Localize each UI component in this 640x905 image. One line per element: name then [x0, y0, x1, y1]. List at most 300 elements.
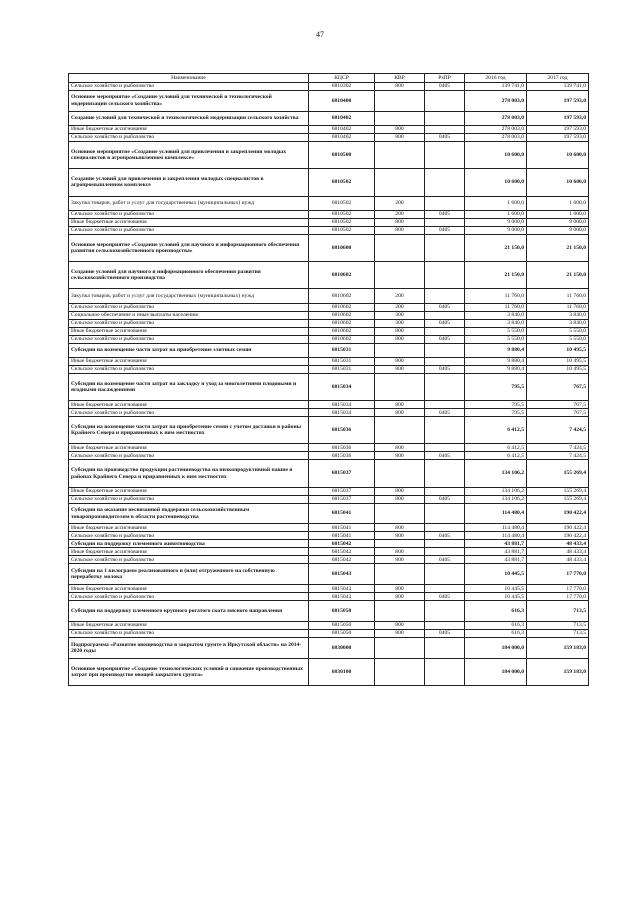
row-kvr — [375, 564, 425, 585]
row-2017-value: 17 770,0 — [527, 593, 589, 601]
row-kvr — [375, 601, 425, 622]
table-row — [69, 638, 589, 659]
row-kcsr: 6815031 — [309, 358, 375, 366]
row-kvr: 800 — [375, 401, 425, 409]
row-kcsr: 6815036 — [309, 417, 375, 444]
row-kvr: 800 — [375, 585, 425, 593]
row-name: Иные бюджетные ассигнования — [69, 548, 309, 556]
table-row — [69, 289, 589, 303]
row-2016-value: 139 741,0 — [465, 83, 527, 91]
row-2017-value: 17 770,0 — [527, 585, 589, 593]
row-kvr — [375, 343, 425, 357]
row-2016-value: 11 760,0 — [465, 289, 527, 303]
row-2017-value: 10 600,0 — [527, 142, 589, 169]
row-kvr — [375, 262, 425, 289]
row-2016-value: 795,5 — [465, 409, 527, 417]
row-kcsr: 6815042 — [309, 540, 375, 548]
row-name: Субсидии на 1 килограмм реализованного и (или) отгруженного на собственную переработку молока — [69, 564, 309, 585]
row-2017-value: 11 760,0 — [527, 289, 589, 303]
row-name: Сельское хозяйство и рыболовство — [69, 210, 309, 218]
row-rzpr — [425, 564, 465, 585]
row-2016-value: 10 445,5 — [465, 564, 527, 585]
row-kcsr: 6810600 — [309, 234, 375, 261]
table-row — [69, 417, 589, 444]
row-kcsr: 6810602 — [309, 327, 375, 335]
row-2016-value: 9 880,4 — [465, 343, 527, 357]
row-name: Иные бюджетные ассигнования — [69, 358, 309, 366]
budget-table — [68, 73, 589, 686]
row-kvr — [375, 540, 425, 548]
row-kcsr: 6815043 — [309, 593, 375, 601]
row-kcsr: 6810402 — [309, 134, 375, 142]
row-2017-value: 21 150,0 — [527, 262, 589, 289]
table-row — [69, 226, 589, 234]
row-name: Подпрограмма «Развитие овощеводства в закрытом грунте в Иркутской области» на 2014-2020 годы — [69, 638, 309, 659]
row-name: Сельское хозяйство и рыболовство — [69, 303, 309, 311]
row-kcsr: 6815042 — [309, 556, 375, 564]
row-kvr: 300 — [375, 319, 425, 327]
row-2017-value: 10 495,5 — [527, 358, 589, 366]
row-rzpr — [425, 327, 465, 335]
row-kvr: 800 — [375, 358, 425, 366]
row-kvr: 800 — [375, 556, 425, 564]
row-2016-value: 134 106,2 — [465, 487, 527, 495]
row-2016-value: 795,5 — [465, 401, 527, 409]
row-rzpr — [425, 343, 465, 357]
table-row — [69, 452, 589, 460]
row-2017-value: 155 269,4 — [527, 487, 589, 495]
table-row — [69, 335, 589, 343]
row-kcsr: 6810502 — [309, 196, 375, 210]
row-2016-value: 21 150,0 — [465, 262, 527, 289]
table-row — [69, 374, 589, 401]
row-2016-value: 6 412,5 — [465, 452, 527, 460]
row-name: Социальное обеспечение и иные выплаты населению — [69, 311, 309, 319]
row-name: Субсидии на производство продукции растениеводства на низкопродуктивной пашне в районах Крайнего Севера и приравненных к ним местностях — [69, 460, 309, 487]
row-2017-value: 7 424,5 — [527, 444, 589, 452]
table-row — [69, 91, 589, 112]
row-name: Иные бюджетные ассигнования — [69, 487, 309, 495]
row-kcsr: 6830100 — [309, 658, 375, 685]
row-kcsr: 6815034 — [309, 374, 375, 401]
row-rzpr — [425, 401, 465, 409]
row-kvr: 800 — [375, 622, 425, 630]
header-name: Наименование — [69, 74, 309, 83]
row-2016-value: 1 600,0 — [465, 196, 527, 210]
row-rzpr: 0405 — [425, 452, 465, 460]
table-row — [69, 532, 589, 540]
row-2017-value: 1 600,0 — [527, 210, 589, 218]
row-kcsr: 6810502 — [309, 210, 375, 218]
row-name: Иные бюджетные ассигнования — [69, 401, 309, 409]
row-rzpr — [425, 540, 465, 548]
row-name: Создание условий для технической и технологической модернизации сельского хозяйства — [69, 111, 309, 125]
row-rzpr — [425, 358, 465, 366]
row-kvr — [375, 111, 425, 125]
row-2016-value: 5 550,0 — [465, 335, 527, 343]
row-name: Субсидии на возмещение части затрат на приобретение элитных семян — [69, 343, 309, 357]
row-2017-value: 155 269,4 — [527, 460, 589, 487]
row-2016-value: 795,5 — [465, 374, 527, 401]
row-2016-value: 43 881,7 — [465, 556, 527, 564]
row-kvr: 800 — [375, 444, 425, 452]
row-rzpr: 0405 — [425, 210, 465, 218]
row-2016-value: 6 412,5 — [465, 417, 527, 444]
row-2017-value: 7 424,5 — [527, 417, 589, 444]
page-number: 47 — [316, 30, 324, 39]
table-row — [69, 503, 589, 524]
row-rzpr — [425, 111, 465, 125]
table-row — [69, 658, 589, 685]
row-rzpr — [425, 311, 465, 319]
row-name: Субсидии на поддержку племенного крупного рогатого скота мясного направления — [69, 601, 309, 622]
row-2017-value: 48 433,4 — [527, 540, 589, 548]
row-rzpr — [425, 374, 465, 401]
row-2017-value: 197 593,0 — [527, 134, 589, 142]
row-rzpr: 0405 — [425, 335, 465, 343]
row-2016-value: 184 000,0 — [465, 658, 527, 685]
row-kcsr: 6815042 — [309, 548, 375, 556]
table-row — [69, 319, 589, 327]
row-kcsr: 6810400 — [309, 91, 375, 112]
row-rzpr: 0405 — [425, 366, 465, 374]
row-name: Основное мероприятие «Создание условий для привлечения и закрепления молодых специалистов в агропромышленном комплексе» — [69, 142, 309, 169]
row-kcsr: 6815043 — [309, 564, 375, 585]
row-2017-value: 10 495,5 — [527, 343, 589, 357]
row-kcsr: 6815050 — [309, 630, 375, 638]
table-row — [69, 142, 589, 169]
row-2017-value: 155 269,4 — [527, 495, 589, 503]
row-2016-value: 3 840,0 — [465, 311, 527, 319]
row-name: Субсидии на возмещение части затрат на закладку и уход за многолетними плодовыми и ягодными насаждениями — [69, 374, 309, 401]
row-rzpr — [425, 126, 465, 134]
row-name: Сельское хозяйство и рыболовство — [69, 366, 309, 374]
row-rzpr — [425, 601, 465, 622]
row-name: Создание условий для научного и информационного обеспечения развития сельскохозяйственного производства — [69, 262, 309, 289]
row-rzpr — [425, 289, 465, 303]
row-2017-value: 713,5 — [527, 601, 589, 622]
row-kvr: 800 — [375, 126, 425, 134]
table-row — [69, 218, 589, 226]
row-2017-value: 9 000,0 — [527, 218, 589, 226]
row-kcsr: 6810602 — [309, 319, 375, 327]
row-kcsr: 6815036 — [309, 452, 375, 460]
row-rzpr: 0405 — [425, 495, 465, 503]
table-row — [69, 83, 589, 91]
row-2016-value: 278 003,0 — [465, 126, 527, 134]
row-kcsr: 6810402 — [309, 111, 375, 125]
row-2017-value: 159 183,0 — [527, 638, 589, 659]
row-2016-value: 134 106,2 — [465, 495, 527, 503]
row-2017-value: 1 600,0 — [527, 196, 589, 210]
row-kvr: 800 — [375, 226, 425, 234]
row-kvr — [375, 460, 425, 487]
row-2017-value: 11 760,0 — [527, 303, 589, 311]
row-2016-value: 3 840,0 — [465, 319, 527, 327]
row-2016-value: 10 600,0 — [465, 142, 527, 169]
row-kvr: 800 — [375, 366, 425, 374]
row-name: Сельское хозяйство и рыболовство — [69, 593, 309, 601]
row-kcsr: 6815031 — [309, 366, 375, 374]
row-kvr: 800 — [375, 409, 425, 417]
row-name: Иные бюджетные ассигнования — [69, 622, 309, 630]
row-2017-value: 5 550,0 — [527, 327, 589, 335]
row-kvr: 300 — [375, 311, 425, 319]
row-kvr — [375, 503, 425, 524]
table-row — [69, 564, 589, 585]
row-2017-value: 190 422,4 — [527, 503, 589, 524]
row-kcsr: 6815031 — [309, 343, 375, 357]
row-kvr: 800 — [375, 335, 425, 343]
row-kvr — [375, 91, 425, 112]
row-kcsr: 6815037 — [309, 487, 375, 495]
row-rzpr: 0405 — [425, 303, 465, 311]
row-rzpr — [425, 460, 465, 487]
table-row — [69, 327, 589, 335]
row-rzpr — [425, 622, 465, 630]
row-name: Основное мероприятие «Создание условий для технической и технологической модернизации сельского хозяйства» — [69, 91, 309, 112]
table-row — [69, 303, 589, 311]
table-row — [69, 169, 589, 196]
table-row — [69, 210, 589, 218]
row-2016-value: 43 881,7 — [465, 548, 527, 556]
row-kvr: 800 — [375, 327, 425, 335]
row-name: Субсидии на поддержку племенного животноводства — [69, 540, 309, 548]
row-2016-value: 184 000,0 — [465, 638, 527, 659]
table-row — [69, 196, 589, 210]
table-row — [69, 311, 589, 319]
row-kcsr: 6815034 — [309, 401, 375, 409]
row-kcsr: 6810502 — [309, 226, 375, 234]
row-kcsr: 6810602 — [309, 311, 375, 319]
row-kvr: 800 — [375, 452, 425, 460]
row-name: Иные бюджетные ассигнования — [69, 218, 309, 226]
row-name: Сельское хозяйство и рыболовство — [69, 335, 309, 343]
row-2016-value: 114 480,4 — [465, 503, 527, 524]
row-2017-value: 197 593,0 — [527, 126, 589, 134]
table-row — [69, 111, 589, 125]
row-2016-value: 114 480,4 — [465, 532, 527, 540]
row-kvr: 800 — [375, 524, 425, 532]
row-name: Иные бюджетные ассигнования — [69, 444, 309, 452]
row-kcsr: 6815037 — [309, 495, 375, 503]
table-row — [69, 358, 589, 366]
table-row — [69, 134, 589, 142]
row-2016-value: 10 445,5 — [465, 585, 527, 593]
row-2016-value: 10 600,0 — [465, 169, 527, 196]
table-row — [69, 548, 589, 556]
row-2016-value: 43 881,7 — [465, 540, 527, 548]
row-kvr: 800 — [375, 593, 425, 601]
row-rzpr: 0405 — [425, 409, 465, 417]
row-kvr: 200 — [375, 196, 425, 210]
row-kcsr: 6810500 — [309, 142, 375, 169]
row-2017-value: 10 600,0 — [527, 169, 589, 196]
row-name: Сельское хозяйство и рыболовство — [69, 532, 309, 540]
row-kvr: 800 — [375, 532, 425, 540]
row-2017-value: 7 424,5 — [527, 452, 589, 460]
table-row — [69, 601, 589, 622]
row-rzpr: 0405 — [425, 83, 465, 91]
table-row — [69, 540, 589, 548]
row-rzpr — [425, 658, 465, 685]
row-rzpr — [425, 585, 465, 593]
row-name: Закупка товаров, работ и услуг для государственных (муниципальных) нужд — [69, 196, 309, 210]
row-2017-value: 713,5 — [527, 630, 589, 638]
table-row — [69, 343, 589, 357]
table-row — [69, 126, 589, 134]
row-kcsr: 6815050 — [309, 601, 375, 622]
row-rzpr — [425, 169, 465, 196]
row-kvr: 200 — [375, 289, 425, 303]
row-name: Иные бюджетные ассигнования — [69, 126, 309, 134]
row-2017-value: 48 433,4 — [527, 556, 589, 564]
row-2017-value: 9 000,0 — [527, 226, 589, 234]
row-rzpr — [425, 262, 465, 289]
row-rzpr: 0405 — [425, 593, 465, 601]
row-kvr: 800 — [375, 134, 425, 142]
row-rzpr — [425, 196, 465, 210]
row-2017-value: 139 741,0 — [527, 83, 589, 91]
row-rzpr: 0405 — [425, 226, 465, 234]
row-kcsr: 6815041 — [309, 524, 375, 532]
row-kvr — [375, 658, 425, 685]
row-kvr: 800 — [375, 495, 425, 503]
row-kcsr: 6810502 — [309, 218, 375, 226]
row-2017-value: 17 770,0 — [527, 564, 589, 585]
row-kvr: 800 — [375, 83, 425, 91]
table-row — [69, 556, 589, 564]
row-rzpr — [425, 487, 465, 495]
row-kvr — [375, 638, 425, 659]
row-2016-value: 616,3 — [465, 630, 527, 638]
row-rzpr — [425, 91, 465, 112]
row-rzpr — [425, 142, 465, 169]
row-2016-value: 10 445,5 — [465, 593, 527, 601]
row-kvr: 200 — [375, 303, 425, 311]
row-rzpr: 0405 — [425, 134, 465, 142]
row-rzpr — [425, 524, 465, 532]
table-row — [69, 460, 589, 487]
row-kcsr: 6815037 — [309, 460, 375, 487]
row-2016-value: 6 412,5 — [465, 444, 527, 452]
row-2016-value: 21 150,0 — [465, 234, 527, 261]
row-name: Основное мероприятие «Создание условий для научного и информационного обеспечения развития сельскохозяйственного производства» — [69, 234, 309, 261]
row-2017-value: 3 840,0 — [527, 311, 589, 319]
table-row — [69, 262, 589, 289]
row-name: Иные бюджетные ассигнования — [69, 585, 309, 593]
row-2017-value: 10 495,5 — [527, 366, 589, 374]
row-2017-value: 713,5 — [527, 622, 589, 630]
table-row — [69, 401, 589, 409]
table-row — [69, 487, 589, 495]
table-row — [69, 409, 589, 417]
row-kvr: 800 — [375, 630, 425, 638]
row-name: Субсидии на возмещение части затрат на приобретение семян с учетом доставки в районы Крайнего Севера и приравненных к ним местностях — [69, 417, 309, 444]
row-2016-value: 278 003,0 — [465, 91, 527, 112]
row-kcsr: 6815041 — [309, 503, 375, 524]
row-2016-value: 9 880,4 — [465, 366, 527, 374]
row-2017-value: 159 183,0 — [527, 658, 589, 685]
header-kcsr: КЦСР — [309, 74, 375, 83]
row-2017-value: 767,5 — [527, 374, 589, 401]
row-kcsr: 6810502 — [309, 169, 375, 196]
row-rzpr: 0405 — [425, 556, 465, 564]
row-2016-value: 114 480,4 — [465, 524, 527, 532]
table-row — [69, 234, 589, 261]
row-2016-value: 9 000,0 — [465, 226, 527, 234]
row-name: Сельское хозяйство и рыболовство — [69, 556, 309, 564]
row-2017-value: 21 150,0 — [527, 234, 589, 261]
row-kcsr: 6810602 — [309, 262, 375, 289]
table-row — [69, 593, 589, 601]
table-row — [69, 585, 589, 593]
table-row — [69, 366, 589, 374]
table-header-row — [69, 74, 589, 83]
row-rzpr: 0405 — [425, 532, 465, 540]
row-rzpr: 0405 — [425, 319, 465, 327]
row-rzpr — [425, 234, 465, 261]
table-row — [69, 622, 589, 630]
row-name: Иные бюджетные ассигнования — [69, 327, 309, 335]
row-kcsr: 6810402 — [309, 126, 375, 134]
row-kcsr: 6830000 — [309, 638, 375, 659]
row-2017-value: 3 840,0 — [527, 319, 589, 327]
row-name: Сельское хозяйство и рыболовство — [69, 409, 309, 417]
row-kvr: 200 — [375, 210, 425, 218]
row-name: Иные бюджетные ассигнования — [69, 524, 309, 532]
row-kvr — [375, 142, 425, 169]
row-2016-value: 278 003,0 — [465, 134, 527, 142]
row-kvr: 800 — [375, 218, 425, 226]
row-name: Закупка товаров, работ и услуг для государственных (муниципальных) нужд — [69, 289, 309, 303]
row-2017-value: 197 593,0 — [527, 111, 589, 125]
row-kcsr: 6815036 — [309, 444, 375, 452]
row-2017-value: 5 550,0 — [527, 335, 589, 343]
row-name: Сельское хозяйство и рыболовство — [69, 226, 309, 234]
row-name: Основное мероприятие «Создание технологических условий и снижение производственных затрат при производстве овощей закрытого грунта» — [69, 658, 309, 685]
table-body — [69, 83, 589, 686]
row-2017-value: 190 422,4 — [527, 532, 589, 540]
row-kcsr: 6810602 — [309, 335, 375, 343]
row-kvr: 800 — [375, 487, 425, 495]
row-rzpr — [425, 218, 465, 226]
row-2017-value: 197 593,0 — [527, 91, 589, 112]
row-2016-value: 9 000,0 — [465, 218, 527, 226]
row-kcsr: 6810602 — [309, 289, 375, 303]
row-kvr — [375, 234, 425, 261]
header-rzpr: РзПР — [425, 74, 465, 83]
row-2017-value: 190 422,4 — [527, 524, 589, 532]
table-row — [69, 495, 589, 503]
row-2016-value: 278 003,0 — [465, 111, 527, 125]
row-name: Сельское хозяйство и рыболовство — [69, 452, 309, 460]
row-kvr — [375, 374, 425, 401]
row-kcsr: 6810602 — [309, 303, 375, 311]
row-rzpr — [425, 444, 465, 452]
row-kcsr: 6815041 — [309, 532, 375, 540]
row-name: Сельское хозяйство и рыболовство — [69, 134, 309, 142]
row-kvr — [375, 417, 425, 444]
header-kvr: КВР — [375, 74, 425, 83]
row-name: Сельское хозяйство и рыболовство — [69, 83, 309, 91]
row-2016-value: 1 600,0 — [465, 210, 527, 218]
row-2016-value: 9 880,4 — [465, 358, 527, 366]
row-rzpr: 0405 — [425, 630, 465, 638]
row-2017-value: 767,5 — [527, 409, 589, 417]
row-rzpr — [425, 417, 465, 444]
row-kcsr: 6815050 — [309, 622, 375, 630]
